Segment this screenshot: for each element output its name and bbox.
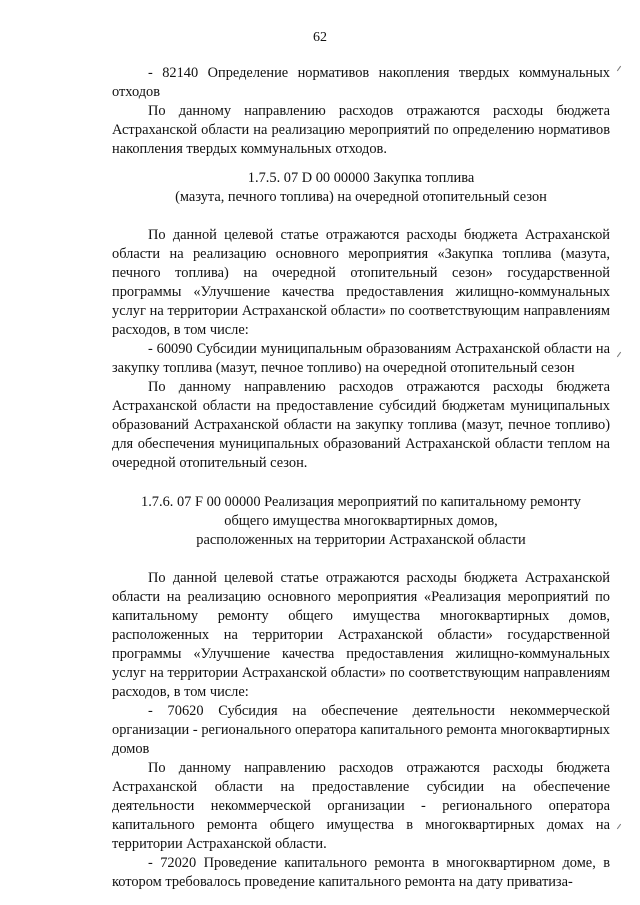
heading-line: 1.7.5. 07 D 00 00000 Закупка топлива — [247, 170, 475, 186]
margin-tick-mark — [617, 66, 621, 71]
paragraph-60090-item: - 60090 Субсидии муниципальным образованиям Астраханской области на закупку топлива (мазут, печное топливо) на очередной отопительный сезон — [112, 341, 610, 376]
paragraph-72020-item: - 72020 Проведение капитального ремонта в многоквартирном доме, в котором требовалось проведение капитального ремонта на дату приватиза- — [112, 855, 610, 890]
heading-line: общего имущества многоквартирных домов, — [224, 513, 498, 529]
paragraph-1-7-5-intro: По данной целевой статье отражаются расходы бюджета Астраханской области на реализацию основного мероприятия «Закупка топлива (мазута, печного топлива) на очередной отопительный сезон» государственной программы «Улучшение качества предоставления жилищно-коммунальных услуг на территории Астраханской области» по соответствующим направлениям расходов, в том числе: — [112, 227, 610, 338]
paragraph-1-7-6-intro: По данной целевой статье отражаются расходы бюджета Астраханской области на реализацию основного мероприятия «Реализация мероприятий по капитальному ремонту общего имущества многоквартирных домов, расположенных на территории Астраханской области» государственной программы «Улучшение качества предоставления жилищно-коммунальных услуг на территории Астраханской области» по соответствующим направлениям расходов, в том числе: — [112, 570, 610, 700]
heading-line: 1.7.6. 07 F 00 00000 Реализация мероприятий по капитальному ремонту — [141, 494, 581, 510]
paragraph-70620-description: По данному направлению расходов отражаются расходы бюджета Астраханской области на предоставление субсидии на обеспечение деятельности некоммерческой организации - регионального оператора капитального ремонта общего имущества в многоквартирных домах на территории Астраханской области. — [112, 760, 610, 852]
document-body — [112, 64, 610, 892]
heading-line: (мазута, печного топлива) на очередной отопительный сезон — [175, 189, 547, 205]
section-heading-1-7-5 — [112, 169, 610, 207]
heading-line: расположенных на территории Астраханской области — [196, 532, 526, 548]
paragraph-82140-item: - 82140 Определение нормативов накопления твердых коммунальных отходов — [112, 65, 610, 100]
paragraph-60090-description: По данному направлению расходов отражаются расходы бюджета Астраханской области на предоставление субсидий бюджетам муниципальных образований Астраханской области на закупку топлива (мазут, печное топливо) для обеспечения муниципальных образований Астраханской области теплом на очередной отопительный сезон. — [112, 379, 610, 471]
section-heading-1-7-6 — [112, 493, 610, 550]
paragraph-82140-description: По данному направлению расходов отражаются расходы бюджета Астраханской области на реализацию мероприятий по определению нормативов накопления твердых коммунальных отходов. — [112, 103, 610, 157]
paragraph-70620-item: - 70620 Субсидия на обеспечение деятельности некоммерческой организации - регионального оператора капитального ремонта многоквартирных домов — [112, 703, 610, 757]
page-number: 62 — [313, 30, 327, 45]
margin-tick-mark — [617, 824, 621, 829]
margin-tick-mark — [617, 352, 621, 357]
